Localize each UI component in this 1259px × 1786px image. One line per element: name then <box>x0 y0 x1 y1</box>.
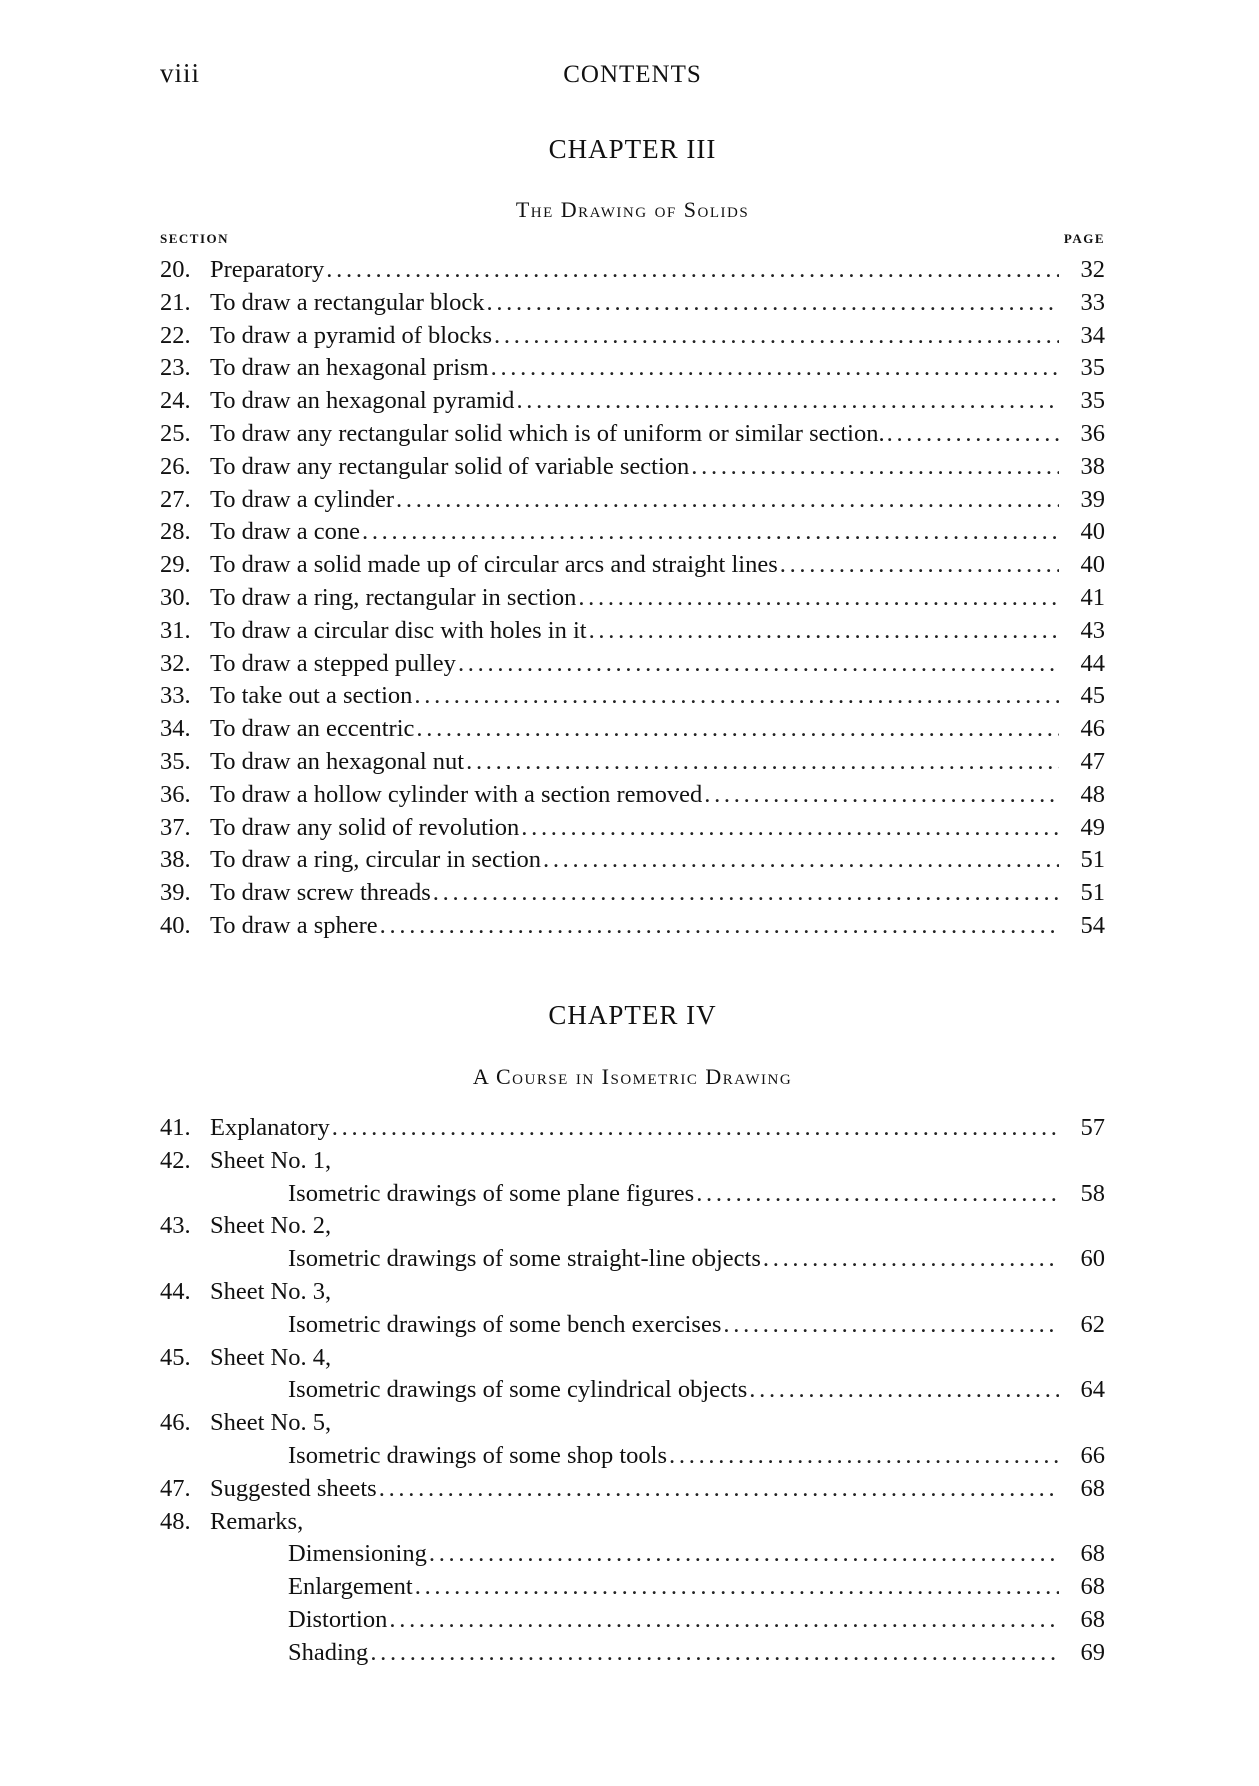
dot-leader <box>578 582 1059 615</box>
page-number: 46 <box>1080 715 1105 743</box>
page-number: 39 <box>1080 485 1105 513</box>
entry-title: To draw a pyramid of blocks <box>210 321 493 349</box>
dot-leader <box>749 1374 1059 1407</box>
entry-title: Shading <box>288 1638 369 1666</box>
page-number: 33 <box>1080 288 1105 316</box>
toc-entry <box>160 1571 1105 1604</box>
entry-title: Sheet No. 4, <box>210 1343 332 1371</box>
toc-entry <box>160 746 1105 779</box>
toc-entry <box>160 1342 1105 1375</box>
toc-entry <box>160 516 1105 549</box>
section-number: 30. <box>160 583 191 611</box>
toc-entry <box>160 1145 1105 1178</box>
section-number: 45. <box>160 1343 191 1371</box>
dot-leader <box>780 549 1059 582</box>
entry-title: Sheet No. 5, <box>210 1409 332 1437</box>
section-number: 29. <box>160 551 191 579</box>
section-number: 26. <box>160 452 191 480</box>
toc-entry <box>160 549 1105 582</box>
column-heads <box>160 231 1105 251</box>
dot-leader <box>669 1440 1059 1473</box>
page-number: 62 <box>1080 1310 1105 1338</box>
entry-title: To draw an eccentric <box>210 715 415 743</box>
dot-leader <box>433 877 1059 910</box>
entry-title: To draw a stepped pulley <box>210 649 456 677</box>
chapter-4-subtitle: A Course in Isometric Drawing <box>472 1064 793 1089</box>
page-number: 32 <box>1080 256 1105 283</box>
page-number: 40 <box>1080 551 1105 579</box>
entry-title: Sheet No. 1, <box>210 1146 332 1174</box>
dot-leader <box>396 484 1059 517</box>
entry-title: Isometric drawings of some shop tools <box>288 1441 668 1469</box>
section-number: 24. <box>160 387 191 415</box>
chapter-3-subtitle: The Drawing of Solids <box>515 197 750 222</box>
toc-entry <box>160 1440 1105 1473</box>
page-number: 69 <box>1080 1638 1105 1666</box>
toc-entry <box>160 877 1105 910</box>
dot-leader <box>723 1309 1059 1342</box>
section-number: 39. <box>160 879 191 907</box>
dot-leader <box>466 746 1059 779</box>
toc-entry <box>160 320 1105 353</box>
section-number: 20. <box>160 256 191 283</box>
section-number: 42. <box>160 1146 191 1174</box>
page-number: 68 <box>1080 1474 1105 1502</box>
entry-title: To take out a section <box>210 682 413 710</box>
dot-leader <box>414 680 1059 713</box>
entry-title: To draw any rectangular solid which is of uniform or similar section. <box>210 419 885 447</box>
dot-leader <box>704 779 1059 812</box>
page-number: 64 <box>1080 1376 1105 1404</box>
dot-leader <box>326 254 1059 287</box>
entry-title: To draw a sphere <box>210 911 378 939</box>
toc-entry <box>160 1374 1105 1407</box>
entry-title: Preparatory <box>210 256 325 283</box>
entry-title: To draw a solid made up of circular arcs and straight lines <box>210 551 778 579</box>
toc-entry <box>160 1637 1105 1670</box>
entry-title: To draw an hexagonal prism <box>210 354 489 382</box>
toc-entry <box>160 1243 1105 1276</box>
section-number: 44. <box>160 1277 191 1305</box>
entry-title: To draw any rectangular solid of variable section <box>210 452 690 480</box>
chapter-4-contents <box>160 1112 1105 1670</box>
entry-title: To draw a hollow cylinder with a section removed <box>210 780 703 808</box>
dot-leader <box>516 385 1059 418</box>
page-number: 48 <box>1080 780 1105 808</box>
dot-leader <box>494 320 1059 353</box>
page-number: 68 <box>1080 1605 1105 1633</box>
section-number: 21. <box>160 288 191 316</box>
entry-title: Isometric drawings of some bench exercises <box>288 1310 722 1338</box>
toc-entry <box>160 582 1105 615</box>
page-number: 43 <box>1080 616 1105 644</box>
toc-entry <box>160 615 1105 648</box>
page-number: 66 <box>1080 1441 1105 1469</box>
section-number: 25. <box>160 419 191 447</box>
section-number: 27. <box>160 485 191 513</box>
section-number: 34. <box>160 715 191 743</box>
dot-leader <box>887 418 1059 451</box>
page-number: 68 <box>1080 1573 1105 1601</box>
toc-entry <box>160 1604 1105 1637</box>
entry-title: Sheet No. 2, <box>210 1212 332 1240</box>
dot-leader <box>521 812 1059 845</box>
section-number: 38. <box>160 846 191 874</box>
entry-title: To draw an hexagonal nut <box>210 747 465 775</box>
chapter-3-contents <box>160 254 1105 943</box>
page-number: 41 <box>1080 583 1105 611</box>
dot-leader <box>543 844 1059 877</box>
entry-title: Isometric drawings of some cylindrical objects <box>288 1376 748 1404</box>
page-number: 68 <box>1080 1540 1105 1568</box>
page-number: 47 <box>1080 747 1105 775</box>
entry-title: Isometric drawings of some plane figures <box>288 1179 695 1207</box>
section-column-head: SECTION <box>160 231 230 246</box>
section-number: 47. <box>160 1474 191 1502</box>
toc-entry <box>160 484 1105 517</box>
entry-title: Suggested sheets <box>210 1474 377 1502</box>
page-number: 44 <box>1080 649 1105 677</box>
dot-leader <box>589 615 1059 648</box>
page-number: 58 <box>1080 1179 1105 1207</box>
page-number: 35 <box>1080 387 1105 415</box>
page-number: 35 <box>1080 354 1105 382</box>
section-number: 37. <box>160 813 191 841</box>
dot-leader <box>380 910 1059 943</box>
chapter-3-title: CHAPTER III <box>548 134 717 164</box>
dot-leader <box>691 451 1059 484</box>
section-number: 40. <box>160 911 191 939</box>
entry-title: To draw a ring, circular in section <box>210 846 541 874</box>
section-number: 31. <box>160 616 191 644</box>
toc-entry <box>160 1178 1105 1211</box>
section-number: 22. <box>160 321 191 349</box>
page-header <box>160 58 1105 98</box>
entry-title: To draw a rectangular block <box>210 288 485 316</box>
entry-title: Isometric drawings of some straight-line objects <box>288 1245 761 1273</box>
entry-title: Sheet No. 3, <box>210 1277 332 1305</box>
toc-entry <box>160 713 1105 746</box>
section-number: 46. <box>160 1409 191 1437</box>
toc-entry <box>160 1276 1105 1309</box>
toc-entry <box>160 451 1105 484</box>
section-number: 32. <box>160 649 191 677</box>
toc-entry <box>160 287 1105 320</box>
toc-entry <box>160 1112 1105 1145</box>
toc-entry <box>160 812 1105 845</box>
entry-title: Remarks, <box>210 1507 304 1535</box>
toc-entry <box>160 385 1105 418</box>
page-number: 51 <box>1080 846 1105 874</box>
section-number: 36. <box>160 780 191 808</box>
toc-entry <box>160 1506 1105 1539</box>
entry-title: To draw screw threads <box>210 879 431 907</box>
toc-entry <box>160 844 1105 877</box>
entry-title: Enlargement <box>288 1573 413 1601</box>
dot-leader <box>332 1112 1059 1145</box>
entry-title: To draw a circular disc with holes in it <box>210 616 587 644</box>
entry-title: Explanatory <box>210 1114 330 1141</box>
toc-entry <box>160 779 1105 812</box>
page-number: 54 <box>1080 911 1105 939</box>
running-head: CONTENTS <box>563 61 702 88</box>
dot-leader <box>486 287 1059 320</box>
toc-entry <box>160 418 1105 451</box>
page-number: 49 <box>1080 813 1105 841</box>
page-column-head: PAGE <box>1063 231 1105 246</box>
page-number: 60 <box>1080 1245 1105 1273</box>
page-number: 40 <box>1080 518 1105 546</box>
toc-entry <box>160 1210 1105 1243</box>
section-number: 48. <box>160 1507 191 1535</box>
entry-title: To draw an hexagonal pyramid <box>210 387 515 415</box>
page-number: 57 <box>1080 1114 1105 1141</box>
dot-leader <box>491 352 1059 385</box>
dot-leader <box>763 1243 1059 1276</box>
toc-entry <box>160 1473 1105 1506</box>
dot-leader <box>379 1473 1059 1506</box>
toc-entry <box>160 648 1105 681</box>
section-number: 35. <box>160 747 191 775</box>
entry-title: To draw any solid of revolution <box>210 813 520 841</box>
entry-title: To draw a cone <box>210 518 360 546</box>
page-number: 36 <box>1080 419 1105 447</box>
entry-title: To draw a ring, rectangular in section <box>210 583 577 611</box>
entry-title: Dimensioning <box>288 1540 427 1568</box>
page-folio: viii <box>160 58 201 88</box>
toc-entry <box>160 1538 1105 1571</box>
section-number: 33. <box>160 682 191 710</box>
page-number: 51 <box>1080 879 1105 907</box>
dot-leader <box>389 1604 1059 1637</box>
toc-entry <box>160 254 1105 287</box>
dot-leader <box>458 648 1059 681</box>
toc-entry <box>160 1309 1105 1342</box>
page-number: 38 <box>1080 452 1105 480</box>
entry-title: Distortion <box>288 1605 388 1633</box>
section-number: 43. <box>160 1212 191 1240</box>
section-number: 23. <box>160 354 191 382</box>
dot-leader <box>696 1178 1059 1211</box>
dot-leader <box>370 1637 1059 1670</box>
chapter-4-title: CHAPTER IV <box>548 1000 717 1030</box>
section-number: 28. <box>160 518 191 546</box>
toc-entry <box>160 910 1105 943</box>
dot-leader <box>415 1571 1059 1604</box>
section-number: 41. <box>160 1114 191 1141</box>
toc-entry <box>160 352 1105 385</box>
dot-leader <box>416 713 1059 746</box>
dot-leader <box>362 516 1059 549</box>
page-number: 34 <box>1080 321 1105 349</box>
entry-title: To draw a cylinder <box>210 485 395 513</box>
toc-entry <box>160 1407 1105 1440</box>
dot-leader <box>429 1538 1059 1571</box>
toc-entry <box>160 680 1105 713</box>
page-number: 45 <box>1080 682 1105 710</box>
